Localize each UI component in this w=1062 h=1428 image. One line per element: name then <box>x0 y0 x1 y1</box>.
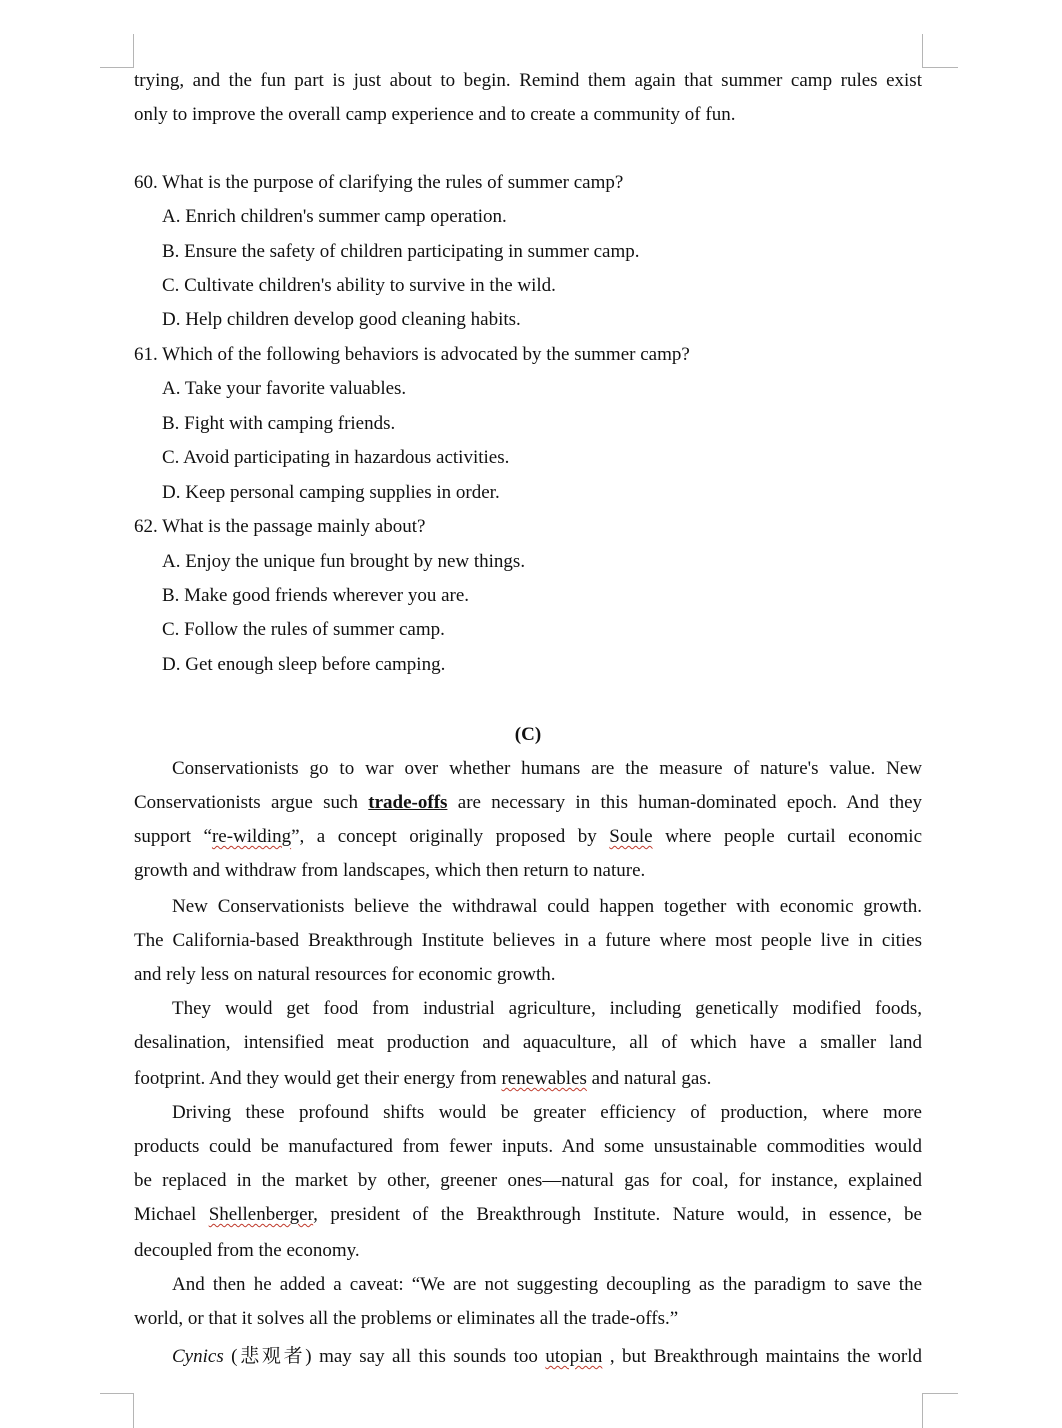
paragraph-2-line: New Conservationists believe the withdrawal could happen together with economic growth. <box>172 896 922 917</box>
paragraph-1-line: growth and withdraw from landscapes, which then return to nature. <box>134 860 646 881</box>
paragraph-5-line: And then he added a caveat: “We are not suggesting decoupling as the paradigm to save the <box>172 1274 922 1295</box>
spellcheck-word: re-wilding <box>211 826 292 847</box>
paragraph-4-line <box>134 1203 922 1227</box>
spellcheck-word: utopian <box>545 1346 603 1367</box>
paragraph-text: support “ <box>134 826 212 847</box>
paragraph-6-line <box>172 1345 922 1369</box>
paragraph-4-line: decoupled from the economy. <box>134 1240 360 1261</box>
crop-mark-bottom-left <box>100 1393 134 1394</box>
spellcheck-word: Soule <box>609 826 653 847</box>
crop-mark-bottom-right <box>922 1393 923 1428</box>
question-61-stem: 61. Which of the following behaviors is advocated by the summer camp? <box>134 344 690 365</box>
section-c-heading: (C) <box>514 724 542 745</box>
paragraph-5-line: world, or that it solves all the problems or eliminates all the trade-offs.” <box>134 1308 679 1329</box>
question-61-option-c: C. Avoid participating in hazardous activities. <box>162 447 510 468</box>
paragraph-4-line: products could be manufactured from fewer inputs. And some unsustainable commodities would <box>134 1136 922 1157</box>
spellcheck-word: Shellenberger <box>208 1204 314 1225</box>
crop-mark-top-right <box>922 67 958 68</box>
paragraph-text: , president of the Breakthrough Institute. Nature would, in essence, be <box>313 1204 922 1225</box>
question-60-option-d: D. Help children develop good cleaning habits. <box>162 309 521 330</box>
keyword-trade-offs: trade-offs <box>368 792 448 813</box>
paragraph-text: are necessary in this human-dominated epoch. And they <box>447 792 922 813</box>
question-61-option-b: B. Fight with camping friends. <box>162 413 396 434</box>
paragraph-text: Conservationists argue such <box>134 792 369 813</box>
paragraph-4-line: be replaced in the market by other, greener ones—natural gas for coal, for instance, explained <box>134 1170 922 1191</box>
paragraph-2-line: The California-based Breakthrough Institute believes in a future where most people live in cities <box>134 930 922 951</box>
question-60-option-a: A. Enrich children's summer camp operation. <box>162 206 507 227</box>
paragraph-3-line: They would get food from industrial agriculture, including genetically modified foods, <box>172 998 922 1019</box>
paragraph-2-line: and rely less on natural resources for economic growth. <box>134 964 556 985</box>
crop-mark-top-left <box>133 34 134 68</box>
intro-line: trying, and the fun part is just about to begin. Remind them again that summer camp rules exist <box>134 70 922 91</box>
question-62-option-b: B. Make good friends wherever you are. <box>162 585 470 606</box>
crop-mark-top-left <box>100 67 134 68</box>
question-62-stem: 62. What is the passage mainly about? <box>134 516 426 537</box>
question-62-option-d: D. Get enough sleep before camping. <box>162 654 446 675</box>
paragraph-1-line <box>134 825 922 849</box>
paragraph-3-line: desalination, intensified meat production and aquaculture, all of which have a smaller land <box>134 1032 922 1053</box>
paragraph-text: , but Breakthrough maintains the world <box>602 1346 922 1367</box>
keyword-cynics: Cynics <box>172 1346 224 1367</box>
paragraph-1-line <box>134 791 922 815</box>
question-62-option-a: A. Enjoy the unique fun brought by new things. <box>162 551 526 572</box>
paragraph-text: Michael <box>134 1204 209 1225</box>
paragraph-text: and natural gas. <box>586 1068 712 1089</box>
question-60-option-b: B. Ensure the safety of children participating in summer camp. <box>162 241 640 262</box>
paragraph-1-line: Conservationists go to war over whether humans are the measure of nature's value. New <box>172 758 922 779</box>
paragraph-text: (悲观者) may say all this sounds too <box>223 1346 546 1367</box>
question-60-option-c: C. Cultivate children's ability to survive in the wild. <box>162 275 556 296</box>
crop-mark-bottom-right <box>922 1393 958 1394</box>
paragraph-text: footprint. And they would get their energy from <box>134 1068 502 1089</box>
crop-mark-top-right <box>922 34 923 68</box>
question-61-option-d: D. Keep personal camping supplies in order. <box>162 482 500 503</box>
paragraph-4-line: Driving these profound shifts would be greater efficiency of production, where more <box>172 1102 922 1123</box>
question-61-option-a: A. Take your favorite valuables. <box>162 378 407 399</box>
intro-line: only to improve the overall camp experience and to create a community of fun. <box>134 104 736 125</box>
question-62-option-c: C. Follow the rules of summer camp. <box>162 619 445 640</box>
paragraph-3-line <box>134 1067 922 1091</box>
paragraph-text: where people curtail economic <box>652 826 923 847</box>
paragraph-text: ”, a concept originally proposed by <box>291 826 610 847</box>
question-60-stem: 60. What is the purpose of clarifying the rules of summer camp? <box>134 172 624 193</box>
crop-mark-bottom-left <box>133 1393 134 1428</box>
spellcheck-word: renewables <box>501 1068 587 1089</box>
